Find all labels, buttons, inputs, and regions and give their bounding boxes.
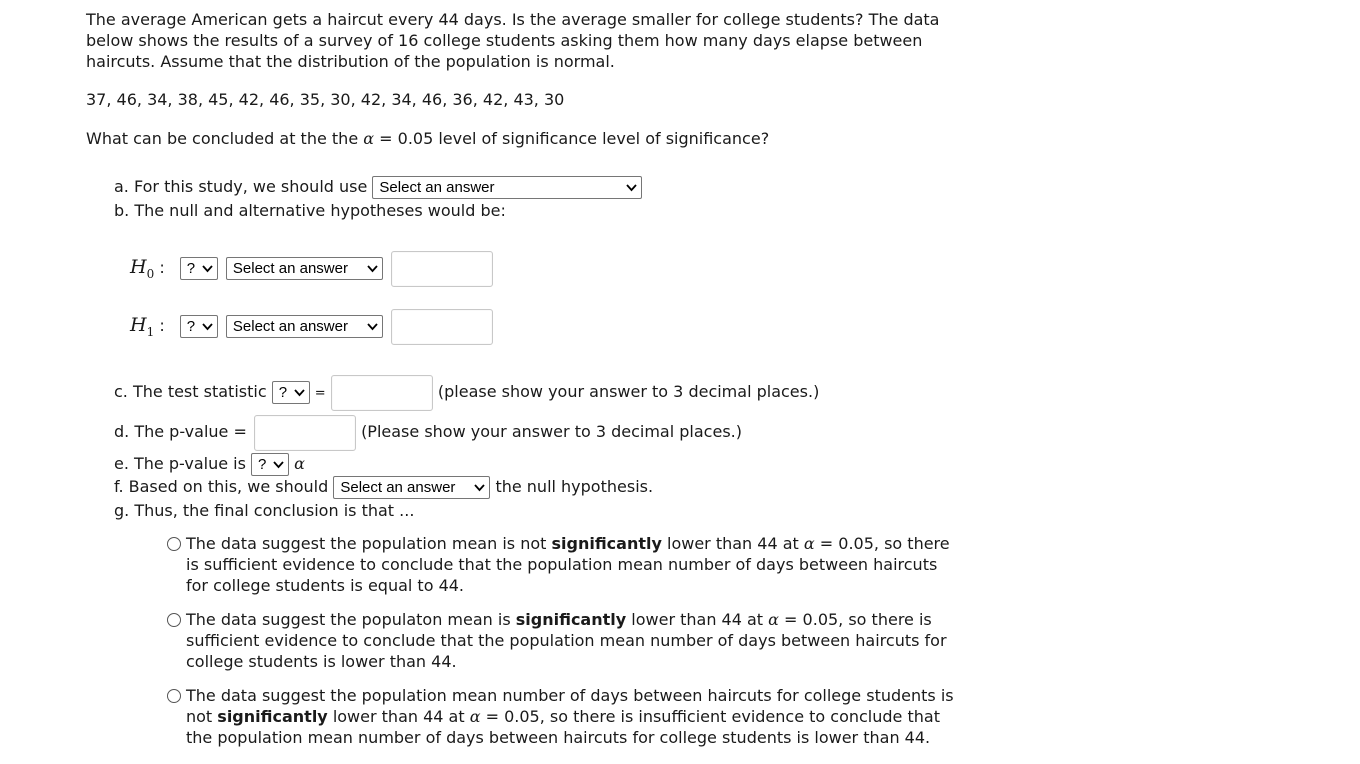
h1-parameter-value: Select an answer	[232, 318, 348, 335]
equals-sign: =	[314, 386, 326, 401]
h0-parameter-select[interactable]	[226, 257, 383, 280]
radio-button[interactable]	[167, 537, 181, 551]
part-d-label: d. The p-value =	[114, 422, 247, 441]
chevron-down-icon	[294, 382, 305, 397]
problem-intro	[86, 9, 966, 72]
part-c-note: (please show your answer to 3 decimal places.)	[437, 382, 820, 401]
part-a-label: a. For this study, we should use	[114, 177, 368, 196]
study-type-select[interactable]	[372, 176, 642, 199]
alpha-symbol: α	[294, 454, 305, 473]
part-f	[114, 476, 653, 499]
part-d	[114, 414, 742, 450]
alpha-symbol: α	[363, 129, 375, 148]
intro-line-3: haircuts. Assume that the distribution of the population is normal.	[86, 52, 615, 71]
p-value-input[interactable]	[254, 415, 356, 451]
chevron-down-icon	[474, 477, 485, 492]
part-a	[114, 176, 642, 199]
h0-row	[130, 249, 493, 285]
chevron-down-icon	[367, 258, 378, 273]
part-f-after: the null hypothesis.	[495, 477, 654, 496]
chevron-down-icon	[202, 316, 213, 331]
h1-operator-value: ?	[186, 318, 196, 335]
p-value-comparison-value: ?	[258, 456, 267, 473]
alpha-symbol: α	[803, 534, 815, 553]
test-statistic-select-value: ?	[278, 384, 288, 401]
intro-line-2: below shows the results of a survey of 16 college students asking them how many days elapse between	[86, 31, 923, 50]
h1-operator-select[interactable]	[180, 315, 218, 338]
h0-parameter-value: Select an answer	[232, 260, 348, 277]
h0-value-input[interactable]	[391, 251, 493, 287]
conclusion-option-3[interactable]: The data suggest the population mean number of days between haircuts for college students is not significantly lower than 44 at α = 0.05, so there is insufficient evidence to conclude that the population mean number of days between haircuts for college students is lower than 44.	[167, 685, 967, 748]
h1-value-input[interactable]	[391, 309, 493, 345]
radio-button[interactable]	[167, 613, 181, 627]
part-f-label: f. Based on this, we should	[114, 477, 329, 496]
part-g-label: g. Thus, the final conclusion is that ...	[114, 501, 415, 520]
h0-symbol: $H_0$	[130, 256, 155, 281]
conclusion-option-2[interactable]: The data suggest the populaton mean is significantly lower than 44 at α = 0.05, so there is sufficient evidence to conclude that the population mean number of days between haircuts for college students is lower than 44.	[167, 609, 967, 672]
p-value-comparison-select[interactable]	[251, 453, 289, 476]
question-after: = 0.05 level of significance level of significance?	[374, 129, 770, 148]
decision-select[interactable]	[333, 476, 490, 499]
h1-row	[130, 307, 493, 343]
h1-colon: :	[159, 316, 165, 335]
conclusion-option-1[interactable]: The data suggest the population mean is not significantly lower than 44 at α = 0.05, so there is sufficient evidence to conclude that the population mean number of days between haircuts for college students is equal to 44.	[167, 533, 967, 596]
part-c	[114, 374, 819, 410]
radio-button[interactable]	[167, 689, 181, 703]
question-text	[86, 128, 769, 150]
alpha-symbol: α	[768, 610, 779, 629]
h1-symbol: $H_1$	[130, 314, 155, 339]
part-b-label: b. The null and alternative hypotheses would be:	[114, 201, 506, 220]
part-c-label: c. The test statistic	[114, 382, 267, 401]
part-e-label: e. The p-value is	[114, 454, 246, 473]
study-type-select-value: Select an answer	[379, 179, 495, 196]
alpha-symbol: α	[469, 707, 481, 726]
chevron-down-icon	[626, 177, 637, 192]
test-statistic-input[interactable]	[331, 375, 433, 411]
h0-operator-value: ?	[186, 260, 196, 277]
decision-select-value: Select an answer	[340, 479, 456, 496]
data-values: 37, 46, 34, 38, 45, 42, 46, 35, 30, 42, 34, 46, 36, 42, 43, 30	[86, 90, 565, 109]
question-before: What can be concluded at the the	[86, 129, 364, 148]
test-statistic-select[interactable]	[272, 381, 310, 404]
chevron-down-icon	[273, 454, 284, 469]
chevron-down-icon	[367, 316, 378, 331]
h1-parameter-select[interactable]	[226, 315, 383, 338]
intro-line-1: The average American gets a haircut every 44 days. Is the average smaller for college students? The data	[86, 10, 940, 29]
part-d-note: (Please show your answer to 3 decimal places.)	[361, 422, 742, 441]
h0-colon: :	[159, 258, 165, 277]
part-e	[114, 453, 305, 476]
h0-operator-select[interactable]	[180, 257, 218, 280]
chevron-down-icon	[202, 258, 213, 273]
